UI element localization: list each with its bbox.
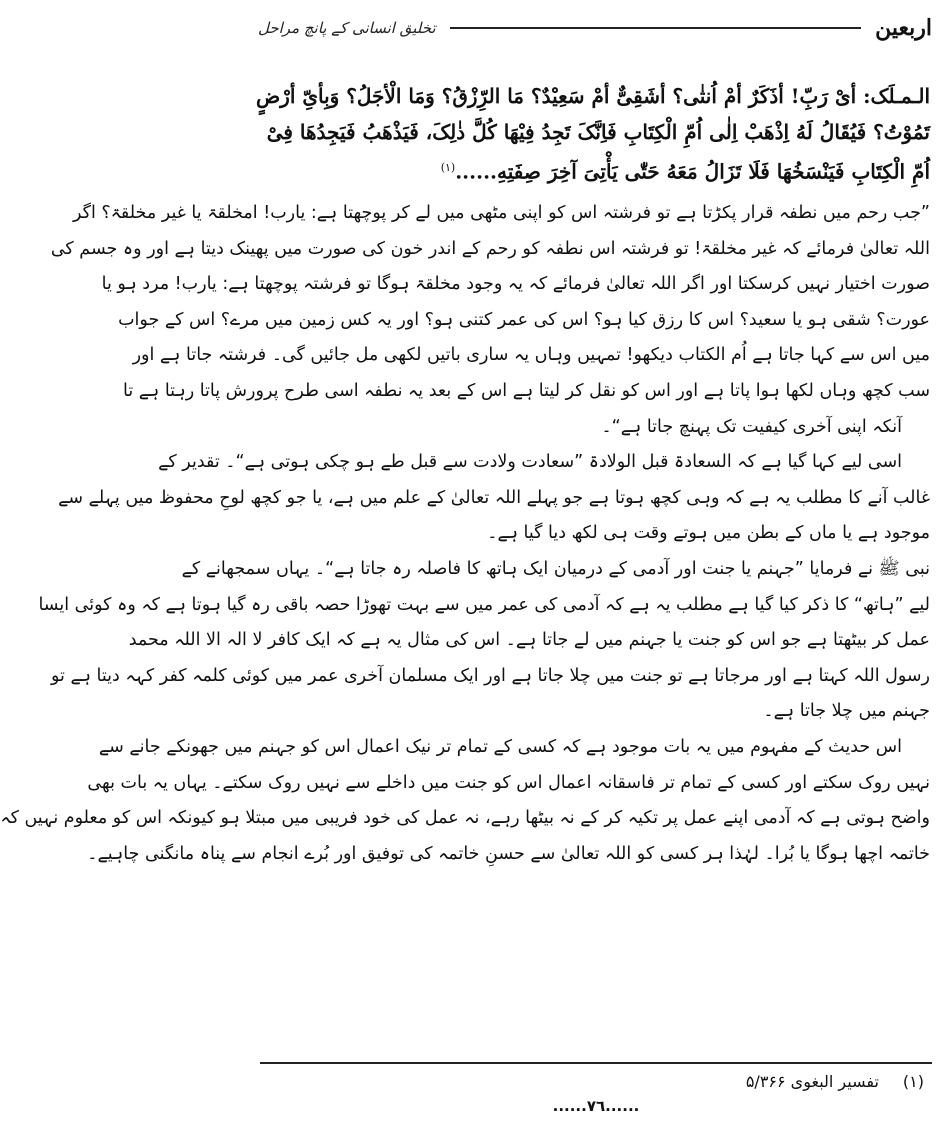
text-line: غالب آنے کا مطلب یہ ہے کہ وہی کچھ ہوتا ہے جو پہلے اللہ تعالیٰ کے علم میں ہے، یا جو کچھ لوحِ محفوظ میں پہلے سے xyxy=(58,487,930,508)
text-line: صورت اختیار نہیں کرسکتا اور اگر اللہ تعالیٰ فرمائے کہ یہ وجود مخلقۃ ہوگا تو فرشتہ پوچھتا ہے: یارب! مرد ہو یا xyxy=(101,274,930,295)
paragraph xyxy=(38,552,930,730)
footnote-reference[interactable]: (۱) xyxy=(440,161,456,174)
text-line: موجود ہے یا ماں کے بطن میں ہوتے وقت ہی لکھ دیا گیا ہے۔ xyxy=(487,523,930,544)
text-line: اسی لیے کہا گیا ہے کہ السعادۃ قبل الولادۃ ”سعادت ولادت سے قبل طے ہو چکی ہوتی ہے“۔ تقدیر کے xyxy=(158,452,902,473)
text-line: خاتمہ اچھا ہوگا یا بُرا۔ لہٰذا ہر کسی کو اللہ تعالیٰ سے حسنِ خاتمہ کی توفیق اور بُرے انجام سے پناہ مانگنی چاہیے۔ xyxy=(87,843,930,864)
footnote-marker: (۱) xyxy=(902,1072,924,1091)
text-line: عمل کر بیٹھتا ہے جو اس کو جنت یا جہنم میں لے جاتا ہے۔ اس کی مثال یہ ہے کہ ایک کافر لا الہ الا اللہ محمد xyxy=(128,630,930,651)
book-title: اربعین xyxy=(875,15,932,41)
arabic-hadith-text xyxy=(256,78,930,190)
paragraph xyxy=(50,196,930,445)
text-line: نہیں روک سکتے اور کسی کے تمام تر فاسقانہ اعمال اس کو جنت میں داخلے سے نہیں روک سکتے۔ یہاں یہ بات بھی xyxy=(87,772,930,793)
text-line: لیے ”ہاتھ“ کا ذکر کیا گیا ہے مطلب یہ ہے کہ آدمی کی عمر میں سے بہت تھوڑا حصہ باقی رہ گیا ہوتا ہے کہ وہ کوئی ایسا xyxy=(38,594,930,615)
text-line: اللہ تعالیٰ فرمائے کہ غیر مخلقۃ! تو فرشتہ اس نطفہ کو رحم کے اندر خون کی صورت میں پھینک دیتا ہے اور وہ جسم کی xyxy=(50,238,930,259)
text-line: ”جب رحم میں نطفہ قرار پکڑتا ہے تو فرشتہ اس کو اپنی مٹھی میں لے کر پوچھتا ہے: یارب! امخلقۃ یا غیر مخلقۃ؟ اگر xyxy=(72,203,930,223)
footnote-divider xyxy=(260,1062,932,1064)
paragraph xyxy=(58,445,930,552)
arabic-line: تَمُوْتُ؟ فَیُقَالُ لَهُ اِذْهَبْ اِلٰی اُمِّ الْکِتَابِ فَاِنَّکَ تَجِدُ فِیْهَا کُلَّ ذٰلِکَ، فَیَذْهَبُ فَیَجِدُهَا فِیْ xyxy=(266,120,930,144)
arabic-line xyxy=(260,150,930,190)
arabic-line: الـمـلَک: أیْ رَبِّ! أذَکَرٌ أمْ اُنثٰی؟ أشَقِیٌّ أمْ سَعِیْدٌ؟ مَا الرِّزْقُ؟ وَمَا الْأجَلُ؟ وَبِأیِّ أرْضٍ xyxy=(256,84,930,108)
text-line: میں اس سے کہا جاتا ہے اُم الکتاب دیکھو! تمہیں وہاں یہ ساری باتیں لکھی مل جائیں گی۔ فرشتہ جاتا ہے اور xyxy=(132,345,930,366)
page-number: ......٧٦...... xyxy=(552,1097,640,1115)
urdu-body-text xyxy=(0,196,930,872)
arabic-line-text: اُمِّ الْکِتَابِ فَیَنْسَخُهَا فَلَا تَزَالُ مَعَهُ حَتّٰی یَأْتِیَ آخِرَ صِفَتِهِ...... xyxy=(455,159,930,184)
text-line: عورت؟ شقی ہو یا سعید؟ اس کا رزق کیا ہو؟ اس کی عمر کتنی ہو؟ اور یہ کس زمین میں مرے؟ اس کے جواب xyxy=(118,309,930,330)
text-line: رسول اللہ کہتا ہے اور مرجاتا ہے تو جنت میں چلا جاتا ہے اور ایک مسلمان آخری عمر میں کوئی کلمہ کفر کہہ دیتا ہے تو xyxy=(51,665,930,686)
header-rule xyxy=(450,27,862,29)
paragraph xyxy=(0,730,930,872)
running-header xyxy=(258,8,932,48)
chapter-title: تخلیق انسانی کے پانچ مراحل xyxy=(258,19,436,37)
text-line: سب کچھ وہاں لکھا ہوا پاتا ہے اور اس کو نقل کر لیتا ہے اس کے بعد یہ نطفہ اسی طرح پرورش پاتا رہتا ہے تا xyxy=(123,380,930,401)
text-line: اس حدیث کے مفہوم میں یہ بات موجود ہے کہ کسی کے تمام تر نیک اعمال اس کو جہنم میں جھونکے جانے سے xyxy=(98,736,902,757)
text-line: نبی ﷺ نے فرمایا ”جہنم یا جنت اور آدمی کے درمیان ایک ہاتھ کا فاصلہ رہ جاتا ہے“۔ یہاں سمجھانے کے xyxy=(181,558,930,579)
footnote-text: تفسیر البغوی ۵/۳۶۶ xyxy=(745,1072,879,1091)
text-line: واضح ہوتی ہے کہ آدمی اپنے عمل پر تکیہ کر کے نہ بیٹھا رہے، نہ عمل کی خود فریبی میں مبتلا ہو کیونکہ اس کو معلوم نہیں کہ xyxy=(0,808,930,829)
text-line: آنکہ اپنی آخری کیفیت تک پہنچ جاتا ہے“۔ xyxy=(601,416,902,437)
text-line: جہنم میں چلا جاتا ہے۔ xyxy=(763,701,930,722)
footnote xyxy=(266,1070,924,1094)
